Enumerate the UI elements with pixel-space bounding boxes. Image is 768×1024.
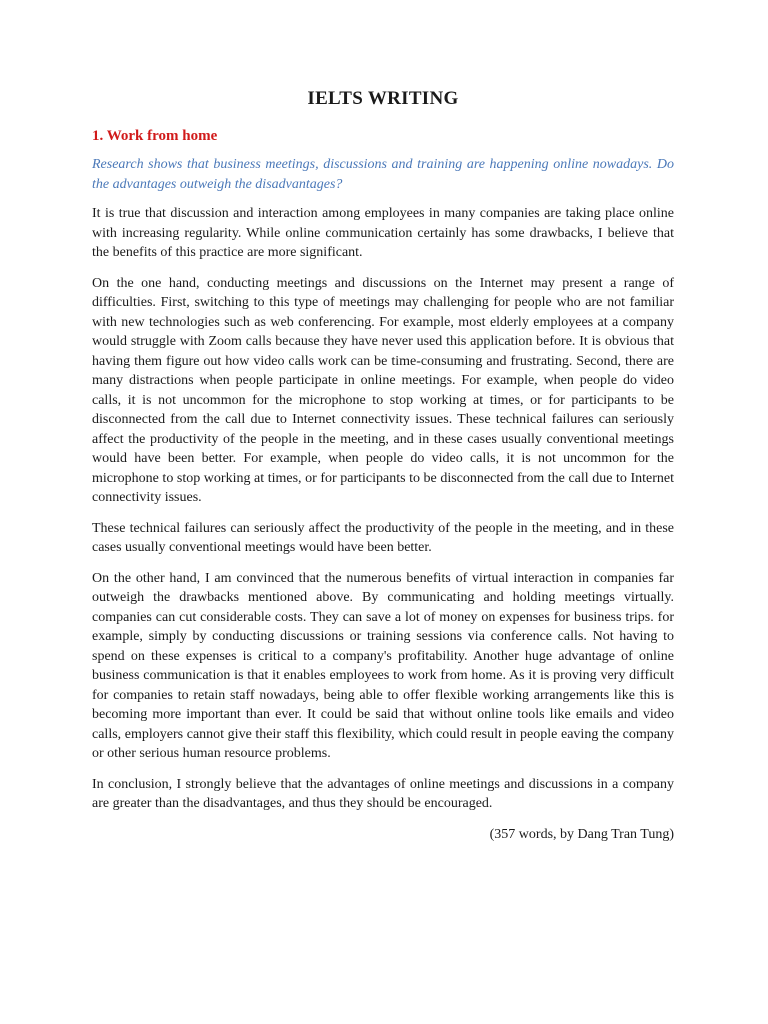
document-page (92, 86, 674, 844)
paragraph-disadvantages: On the one hand, conducting meetings and discussions on the Internet may present a range of difficulties. First, switching to this type of meetings may challenging for people who are not familiar with new technologies such as web conferencing. For example, most elderly employees at a company would struggle with Zoom calls because they have never used this application before. It is obvious that having them figure out how video calls work can be time-consuming and frustrating. Second, there are many distractions when people participate in online meetings. For example, when people do video calls, it is not uncommon for the microphone to stop working at times, or for participants to be disconnected from the call due to Internet connectivity issues. These technical failures can seriously affect the productivity of the people in the meeting, and in these cases usually conventional meetings would have been better. For example, when people do video calls, it is not uncommon for the microphone to stop working at times, or for participants to be disconnected from the call due to Internet connectivity issues. (92, 275, 674, 505)
paragraph-introduction: It is true that discussion and interaction among employees in many companies are taking place online with increasing regularity. While online communication certainly has some drawbacks, I believe that the benefits of this practice are more significant. (92, 206, 674, 260)
word-count-signature: (357 words, by Dang Tran Tung) (489, 826, 674, 842)
paragraph-conclusion: In conclusion, I strongly believe that the advantages of online meetings and discussions in a company are greater than the disadvantages, and thus they should be encouraged. (92, 776, 674, 811)
page-title: IELTS WRITING (307, 88, 459, 109)
section-heading: 1. Work from home (92, 128, 218, 144)
paragraph-technical-failures: These technical failures can seriously affect the productivity of the people in the meeting, and in these cases usually conventional meetings would have been better. (92, 520, 674, 555)
essay-prompt: Research shows that business meetings, discussions and training are happening online nowadays. Do the advantages outweigh the disadvantages? (92, 157, 674, 192)
paragraph-advantages: On the other hand, I am convinced that the numerous benefits of virtual interaction in companies far outweigh the drawbacks mentioned above. By communicating and holding meetings virtually. companies can cut considerable costs. They can save a lot of money on expenses for business trips. for example, simply by conducting discussions or training sessions via conference calls. Not having to spend on these expenses is critical to a company's profitability. Another huge advantage of online business communication is that it enables employees to work from home. As it is proving very difficult for companies to retain staff nowadays, being able to offer flexible working arrangements like this is becoming more important than ever. It could be said that without online tools like emails and video calls, employers cannot give their staff this flexibility, which could result in people eaving the company or other serious human resource problems. (92, 570, 674, 761)
